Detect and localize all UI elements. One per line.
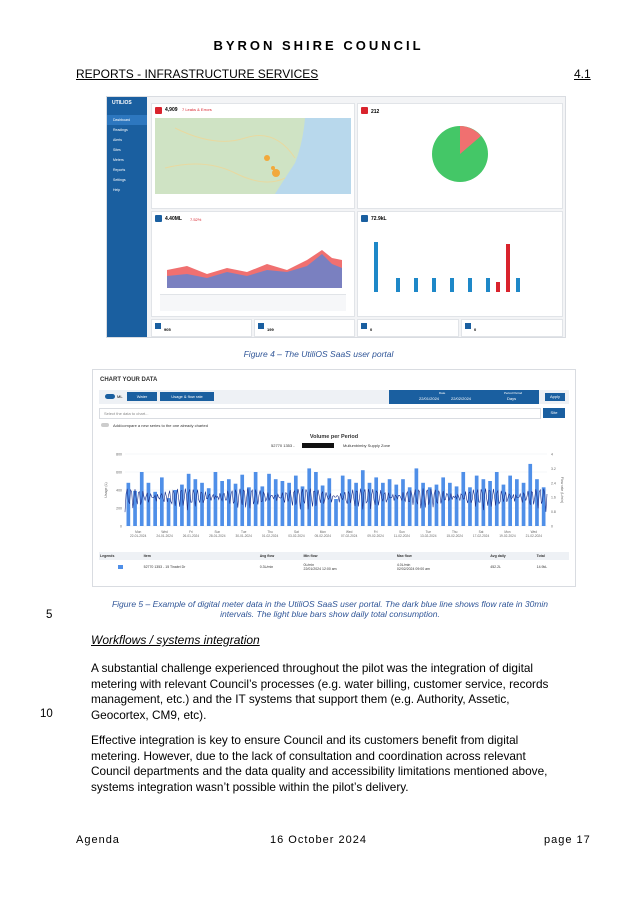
sidebar-item[interactable]: Alerts	[113, 138, 122, 142]
bar	[294, 476, 298, 526]
y2-tick-label: 3.2	[551, 466, 556, 471]
units-toggle[interactable]	[105, 394, 115, 399]
bottom-value-4: 0	[474, 327, 477, 332]
x-tick-label: 17-02-2024	[472, 534, 490, 538]
bar	[254, 472, 258, 526]
row-max-flow-value: 4.0L/min	[396, 563, 411, 567]
search-placeholder: Select the data to chart...	[104, 411, 149, 416]
section-heading: Workflows / systems integration	[91, 633, 260, 647]
bottom-card-2	[254, 319, 355, 337]
x-tick-label: Sat	[294, 530, 299, 534]
map-view[interactable]	[155, 118, 351, 194]
x-tick-label: 15-02-2024	[446, 534, 463, 538]
bar	[220, 481, 224, 526]
bottom-card-3	[357, 319, 459, 337]
x-tick-label: Fri	[189, 530, 193, 534]
meter-icon	[361, 323, 367, 329]
x-tick-label: 21-02-2024	[525, 534, 542, 538]
x-tick-label: 01-02-2024	[261, 534, 279, 538]
bar	[401, 479, 405, 526]
row-min-flow-value: 0L/min	[303, 563, 315, 567]
table-header-cell: Total	[536, 554, 545, 558]
bar-card	[357, 211, 563, 317]
x-tick-label: 19-02-2024	[499, 534, 516, 538]
period-select[interactable]: Days	[507, 396, 517, 401]
bottom-value-3: 0	[370, 327, 373, 332]
sidebar-item[interactable]: Reports	[113, 168, 126, 172]
x-tick-label: 11-02-2024	[393, 534, 410, 538]
section-number: 4.1	[574, 67, 591, 81]
bar	[441, 477, 445, 526]
x-tick-label: Sat	[478, 530, 484, 534]
x-tick-label: Fri	[373, 530, 378, 534]
line-number-5: 5	[46, 609, 53, 621]
council-name: BYRON SHIRE COUNCIL	[213, 38, 424, 53]
x-tick-label: 05-02-2024	[314, 534, 331, 538]
y2-tick-label: 0	[551, 524, 553, 529]
bar	[468, 278, 472, 292]
row-max-flow-time: 02/02/2024 09:00 am	[396, 567, 430, 571]
x-tick-label: 03-02-2024	[288, 534, 305, 538]
y2-tick-label: 1.6	[551, 495, 556, 500]
row-avg-daily: 452.2L	[490, 565, 501, 569]
meter-icon	[465, 323, 471, 329]
map-marker[interactable]	[272, 169, 280, 177]
redacted-address	[302, 443, 334, 448]
row-avg-flow: 0.3L/min	[259, 565, 274, 569]
date-range-panel	[389, 390, 539, 404]
bar	[274, 479, 278, 526]
period-label: Period Period	[504, 391, 523, 395]
x-tick-label: Mon	[135, 530, 142, 534]
y-tick-label: 200	[116, 506, 122, 511]
bar	[374, 242, 378, 292]
x-tick-label: Sun	[214, 530, 221, 534]
x-tick-label: 28-01-2024	[209, 534, 226, 538]
y2-tick-label: 2.4	[551, 481, 556, 486]
paragraph-1	[91, 661, 592, 723]
x-tick-label: Sun	[399, 530, 405, 534]
y-tick-label: 400	[116, 488, 122, 493]
bar	[388, 479, 392, 526]
date-to[interactable]: 22/02/2024	[451, 396, 472, 401]
bar	[381, 483, 385, 526]
pie-value: 212	[371, 109, 380, 115]
bar	[450, 278, 454, 292]
row-item: 52770 1353 - 15 Tinabri Dr	[143, 565, 186, 569]
bar	[432, 278, 436, 292]
row-total: 14.9kL	[536, 565, 548, 569]
bottom-card-1	[151, 319, 252, 337]
sidebar-item[interactable]: Settings	[113, 178, 126, 182]
x-tick-label: 30-01-2024	[235, 534, 252, 538]
table-header-cell: Avg daily	[490, 554, 506, 558]
bar	[482, 479, 486, 526]
figure4-caption: Figure 4 – The UtiliOS SaaS user portal	[243, 349, 394, 359]
paragraph-1-line: A substantial challenge experienced throughout the pilot was the integration of digital	[91, 661, 534, 675]
bar	[361, 470, 365, 526]
controls-bar	[99, 390, 569, 404]
map-card	[151, 103, 355, 209]
bottom-value-2: 199	[267, 327, 274, 332]
paragraph-1-line: Geocortex, CM9, etc).	[91, 707, 207, 722]
table-header-cell: Legends	[100, 554, 115, 558]
x-tick-label: Wed	[161, 530, 168, 534]
y-tick-label: 0	[120, 524, 122, 529]
usage-area-chart	[157, 230, 349, 292]
meter-icon	[258, 323, 264, 329]
map-marker[interactable]	[271, 166, 275, 170]
paragraph-1-line: metering with relevant Council’s processes (e.g. water billing, customer service, records	[91, 676, 549, 691]
x-tick-label: Thu	[451, 530, 458, 534]
bar	[475, 476, 479, 526]
drop-icon	[155, 215, 162, 222]
bar	[522, 483, 526, 526]
bar	[396, 278, 400, 292]
alert-icon	[361, 107, 368, 114]
zone-label: Mullumbimby Supply Zone	[343, 443, 391, 448]
x-tick-label: 24-01-2024	[156, 534, 173, 538]
apply-button[interactable]: Apply	[545, 393, 565, 401]
footer-page: page 17	[544, 834, 591, 846]
map-marker[interactable]	[264, 155, 270, 161]
bar-alert	[496, 282, 500, 292]
paragraph-2-line: Effective integration is key to ensure Council and its customers benefit from digital	[91, 733, 519, 747]
x-tick-label: Mon	[319, 530, 326, 534]
map-value: 4,909	[165, 107, 178, 113]
paragraph-2-line: metering. However, due to the lack of consultation and coordination across relevant	[91, 748, 526, 763]
table-header-row	[99, 552, 569, 560]
bar	[341, 476, 345, 526]
compare-toggle[interactable]	[101, 423, 109, 427]
figure5-caption-line1: Figure 5 – Example of digital meter data in the UtiliOS SaaS user portal. The dark blue line shows flow rate in 30min	[111, 599, 549, 609]
figure4-screenshot	[106, 96, 566, 338]
bar	[160, 477, 164, 526]
bar-alert	[506, 244, 510, 292]
table-row	[99, 560, 569, 574]
bar	[394, 485, 398, 526]
bar	[327, 478, 331, 526]
toggle-label: ML	[117, 394, 123, 399]
table-header-cell: Max flow	[396, 554, 412, 558]
x-tick-label: 09-02-2024	[367, 534, 384, 538]
bar	[408, 487, 412, 526]
x-tick-label: Wed	[345, 530, 353, 534]
x-tick-label: Tue	[241, 530, 247, 534]
row-min-flow	[303, 560, 396, 574]
usage-select[interactable]: Usage & flow rate	[160, 392, 214, 401]
bar	[281, 481, 285, 526]
figure5-screenshot	[92, 369, 576, 587]
search-input[interactable]	[99, 408, 541, 419]
x-tick-label: 07-02-2024	[341, 534, 358, 538]
row-min-flow-time: 22/01/2024 12:00 am	[303, 567, 337, 571]
x-tick-label: Wed	[530, 530, 538, 534]
summary-table	[99, 552, 569, 574]
bar	[193, 479, 197, 526]
bar	[187, 474, 191, 526]
y-tick-label: 800	[116, 452, 122, 457]
table-header-cell: Avg flow	[259, 554, 275, 558]
pie-card	[357, 103, 563, 209]
paragraph-2	[91, 733, 592, 795]
bar-value: 72.9kL	[371, 216, 387, 222]
portal-sidebar	[107, 97, 147, 337]
bar	[495, 472, 499, 526]
bar	[200, 483, 204, 526]
x-tick-label: 26-01-2024	[182, 534, 200, 538]
x-tick-label: 22-01-2024	[130, 534, 147, 538]
bar	[415, 468, 419, 526]
bar	[414, 278, 418, 292]
chart-title: Volume per Period	[309, 434, 359, 440]
bar	[515, 479, 519, 526]
y2-tick-label: 4	[551, 452, 553, 457]
bar	[508, 476, 512, 526]
pie-chart	[430, 124, 490, 184]
usage-sub: 7.52%	[190, 217, 202, 222]
utilios-logo: UTILIOS	[112, 100, 132, 106]
x-tick-label: Thu	[267, 530, 273, 534]
y-axis-label: Usage (L)	[104, 482, 108, 498]
volume-chart	[103, 450, 565, 546]
x-tick-label: Tue	[425, 530, 431, 534]
bar	[448, 483, 452, 526]
bar	[334, 499, 338, 526]
section-title: REPORTS - INFRASTRUCTURE SERVICES	[76, 67, 319, 81]
meter-icon	[155, 323, 161, 329]
usage-value: 4.40ML	[165, 216, 182, 222]
meter-label: 52770 1353 -	[271, 443, 295, 448]
site-button[interactable]: Site	[543, 408, 565, 418]
chart-your-data-title: CHART YOUR DATA	[100, 377, 158, 383]
bar	[455, 486, 459, 526]
x-tick-label: Mon	[504, 530, 511, 534]
paragraph-2-line: Council departments and the data quality and accessibility limitations mentioned above,	[91, 764, 548, 779]
alert-icon	[155, 107, 162, 114]
footer-agenda: Agenda	[76, 834, 120, 846]
figure5-caption-line2: intervals. The light blue bars show daily total consumption.	[220, 609, 440, 619]
compare-label: Add/compare a new series to the one already charted	[113, 423, 208, 428]
top-usage-bar-chart	[364, 230, 544, 296]
bottom-value-1: 905	[164, 327, 171, 332]
usage-table	[160, 294, 346, 311]
bar	[167, 498, 171, 526]
bar	[374, 477, 378, 526]
paragraph-2-line: systems integration wasn’t possible within the pilot’s delivery.	[91, 779, 409, 794]
footer-date: 16 October 2024	[270, 834, 367, 846]
figure5-caption	[60, 599, 600, 619]
date-from[interactable]: 22/01/2024	[419, 396, 440, 401]
line-number-10: 10	[40, 708, 53, 720]
legend-swatch	[118, 565, 123, 569]
map-sub: 7 Leaks & Errors	[182, 107, 212, 112]
sidebar-item[interactable]: Sites	[113, 148, 121, 152]
drop-icon	[361, 215, 368, 222]
row-max-flow	[396, 560, 489, 574]
legend-swatch-cell	[99, 560, 143, 574]
bar	[147, 483, 151, 526]
sidebar-item[interactable]: Dashboard	[107, 115, 147, 125]
y-tick-label: 600	[116, 470, 122, 475]
y2-axis-label: Flow rate (L/min)	[560, 476, 564, 504]
sidebar-item[interactable]: Readings	[113, 128, 128, 132]
x-tick-label: 13-02-2024	[420, 534, 437, 538]
date-label: Date	[439, 391, 446, 395]
bar	[528, 464, 532, 526]
table-header-cell: Min flow	[303, 554, 318, 558]
y2-tick-label: 0.8	[551, 510, 556, 515]
bar	[287, 483, 291, 526]
table-header-cell: Item	[143, 554, 151, 558]
water-select[interactable]: Water	[127, 392, 157, 401]
paragraph-1-line: management, etc.) and the IT systems that support them (e.g. Authority, Assetic,	[91, 692, 510, 707]
bar	[486, 278, 490, 292]
usage-card	[151, 211, 355, 317]
bar	[502, 485, 506, 526]
bar	[428, 487, 432, 526]
bar	[240, 475, 244, 526]
bottom-card-4	[461, 319, 563, 337]
bar	[516, 278, 520, 292]
sidebar-item[interactable]: Meters	[113, 158, 124, 162]
sidebar-item[interactable]: Help	[113, 188, 121, 192]
